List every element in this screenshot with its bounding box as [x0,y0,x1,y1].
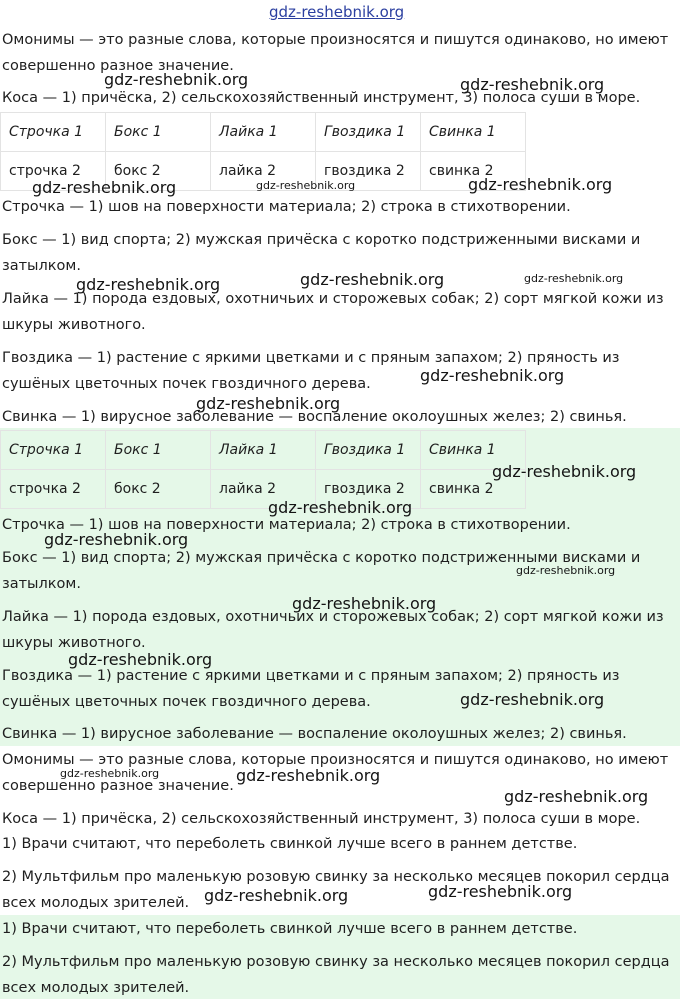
watermark: gdz-reshebnik.org [504,787,649,806]
table-header-row [1,431,526,470]
table-cell: бокс 2 [106,470,211,509]
table-cell: бокс 2 [106,152,211,191]
sentence-1 [0,831,680,857]
watermark-link[interactable]: gdz-reshebnik.org [269,3,405,21]
table-cell: Строчка 1 [1,431,106,470]
watermark: gdz-reshebnik.org [68,650,213,669]
watermark: gdz-reshebnik.org [420,366,565,385]
table-cell: свинка 2 [421,152,526,191]
table-cell: Гвоздика 1 [316,113,421,152]
watermark: gdz-reshebnik.org [32,178,177,197]
table-cell: гвоздика 2 [316,470,421,509]
table-header-row [1,113,526,152]
definition-text: Бокс — 1) вид спорта; 2) мужская причёска с коротко подстриженными висками и затылком. [2,550,641,592]
table-cell: Лайка 1 [211,113,316,152]
definition-gvozdika [0,345,680,397]
watermark: gdz-reshebnik.org [460,75,605,94]
homonyms-definition: Омонимы — это разные слова, которые произносятся и пишутся одинаково, но имеют совершенно разное значение. [2,752,669,794]
definition-text: Лайка — 1) порода ездовых, охотничьих и сторожевых собак; 2) сорт мягкой кожи из шкуры животного. [2,609,664,651]
watermark: gdz-reshebnik.org [460,690,605,709]
watermark: gdz-reshebnik.org [44,530,189,549]
watermark: gdz-reshebnik.org [104,70,249,89]
table-cell: Лайка 1 [211,431,316,470]
definition-svinka-answer [0,721,680,747]
definition-text: Строчка — 1) шов на поверхности материала; 2) строка в стихотворении. [2,517,571,533]
sentence-1-answer [0,916,680,942]
watermark: gdz-reshebnik.org [524,272,624,285]
watermark: gdz-reshebnik.org [516,564,616,577]
kosa-section-repeat [0,806,680,832]
definition-text: Лайка — 1) порода ездовых, охотничьих и сторожевых собак; 2) сорт мягкой кожи из шкуры животного. [2,291,664,333]
watermark: gdz-reshebnik.org [204,886,349,905]
sentence-text: 1) Врачи считают, что переболеть свинкой лучше всего в раннем детстве. [2,921,578,937]
watermark: gdz-reshebnik.org [300,270,445,289]
table-cell: Свинка 1 [421,113,526,152]
watermark: gdz-reshebnik.org [428,882,573,901]
sentence-text: 2) Мультфильм про маленькую розовую свинку за несколько месяцев покорил сердца всех молодых зрителей. [2,869,670,911]
watermark: gdz-reshebnik.org [292,594,437,613]
watermark: gdz-reshebnik.org [492,462,637,481]
homonyms-definition: Омонимы — это разные слова, которые произносятся и пишутся одинаково, но имеют совершенно разное значение. [2,32,669,74]
watermark: gdz-reshebnik.org [268,498,413,517]
table-cell: Строчка 1 [1,113,106,152]
definition-text: Гвоздика — 1) растение с яркими цветками и с пряным запахом; 2) пряность из сушёных цветочных почек гвоздичного дерева. [2,668,620,710]
sentence-text: 1) Врачи считают, что переболеть свинкой лучше всего в раннем детстве. [2,836,578,852]
definition-text: Свинка — 1) вирусное заболевание — воспаление околоушных желез; 2) свинья. [2,726,627,742]
definition-text: Бокс — 1) вид спорта; 2) мужская причёска с коротко подстриженными висками и затылком. [2,232,641,274]
table-cell: Гвоздика 1 [316,431,421,470]
watermark: gdz-reshebnik.org [76,275,221,294]
definition-strochka [0,194,680,220]
table-cell: Бокс 1 [106,113,211,152]
watermark: gdz-reshebnik.org [60,767,160,780]
table-cell: Бокс 1 [106,431,211,470]
table-cell: строчка 2 [1,152,106,191]
kosa-definition: Коса — 1) причёска, 2) сельскохозяйственный инструмент, 3) полоса суши в море. [2,90,641,106]
sentence-2-answer [0,949,680,1001]
watermark: gdz-reshebnik.org [196,394,341,413]
definition-text: Строчка — 1) шов на поверхности материала; 2) строка в стихотворении. [2,199,571,215]
table-row [1,470,526,509]
definition-text: Свинка — 1) вирусное заболевание — воспаление околоушных желез; 2) свинья. [2,409,627,425]
kosa-definition: Коса — 1) причёска, 2) сельскохозяйственный инструмент, 3) полоса суши в море. [2,811,641,827]
definition-text: Гвоздика — 1) растение с яркими цветками и с пряным запахом; 2) пряность из сушёных цветочных почек гвоздичного дерева. [2,350,620,392]
table-cell: свинка 2 [421,470,526,509]
table-cell: лайка 2 [211,152,316,191]
table-cell: строчка 2 [1,470,106,509]
table-cell: гвоздика 2 [316,152,421,191]
intro-section [0,27,680,79]
table-cell: Свинка 1 [421,431,526,470]
sentence-text: 2) Мультфильм про маленькую розовую свинку за несколько месяцев покорил сердца всех молодых зрителей. [2,954,670,996]
homonyms-table-answer [0,430,526,509]
table-cell: лайка 2 [211,470,316,509]
watermark: gdz-reshebnik.org [256,179,356,192]
watermark: gdz-reshebnik.org [468,175,613,194]
watermark: gdz-reshebnik.org [236,766,381,785]
